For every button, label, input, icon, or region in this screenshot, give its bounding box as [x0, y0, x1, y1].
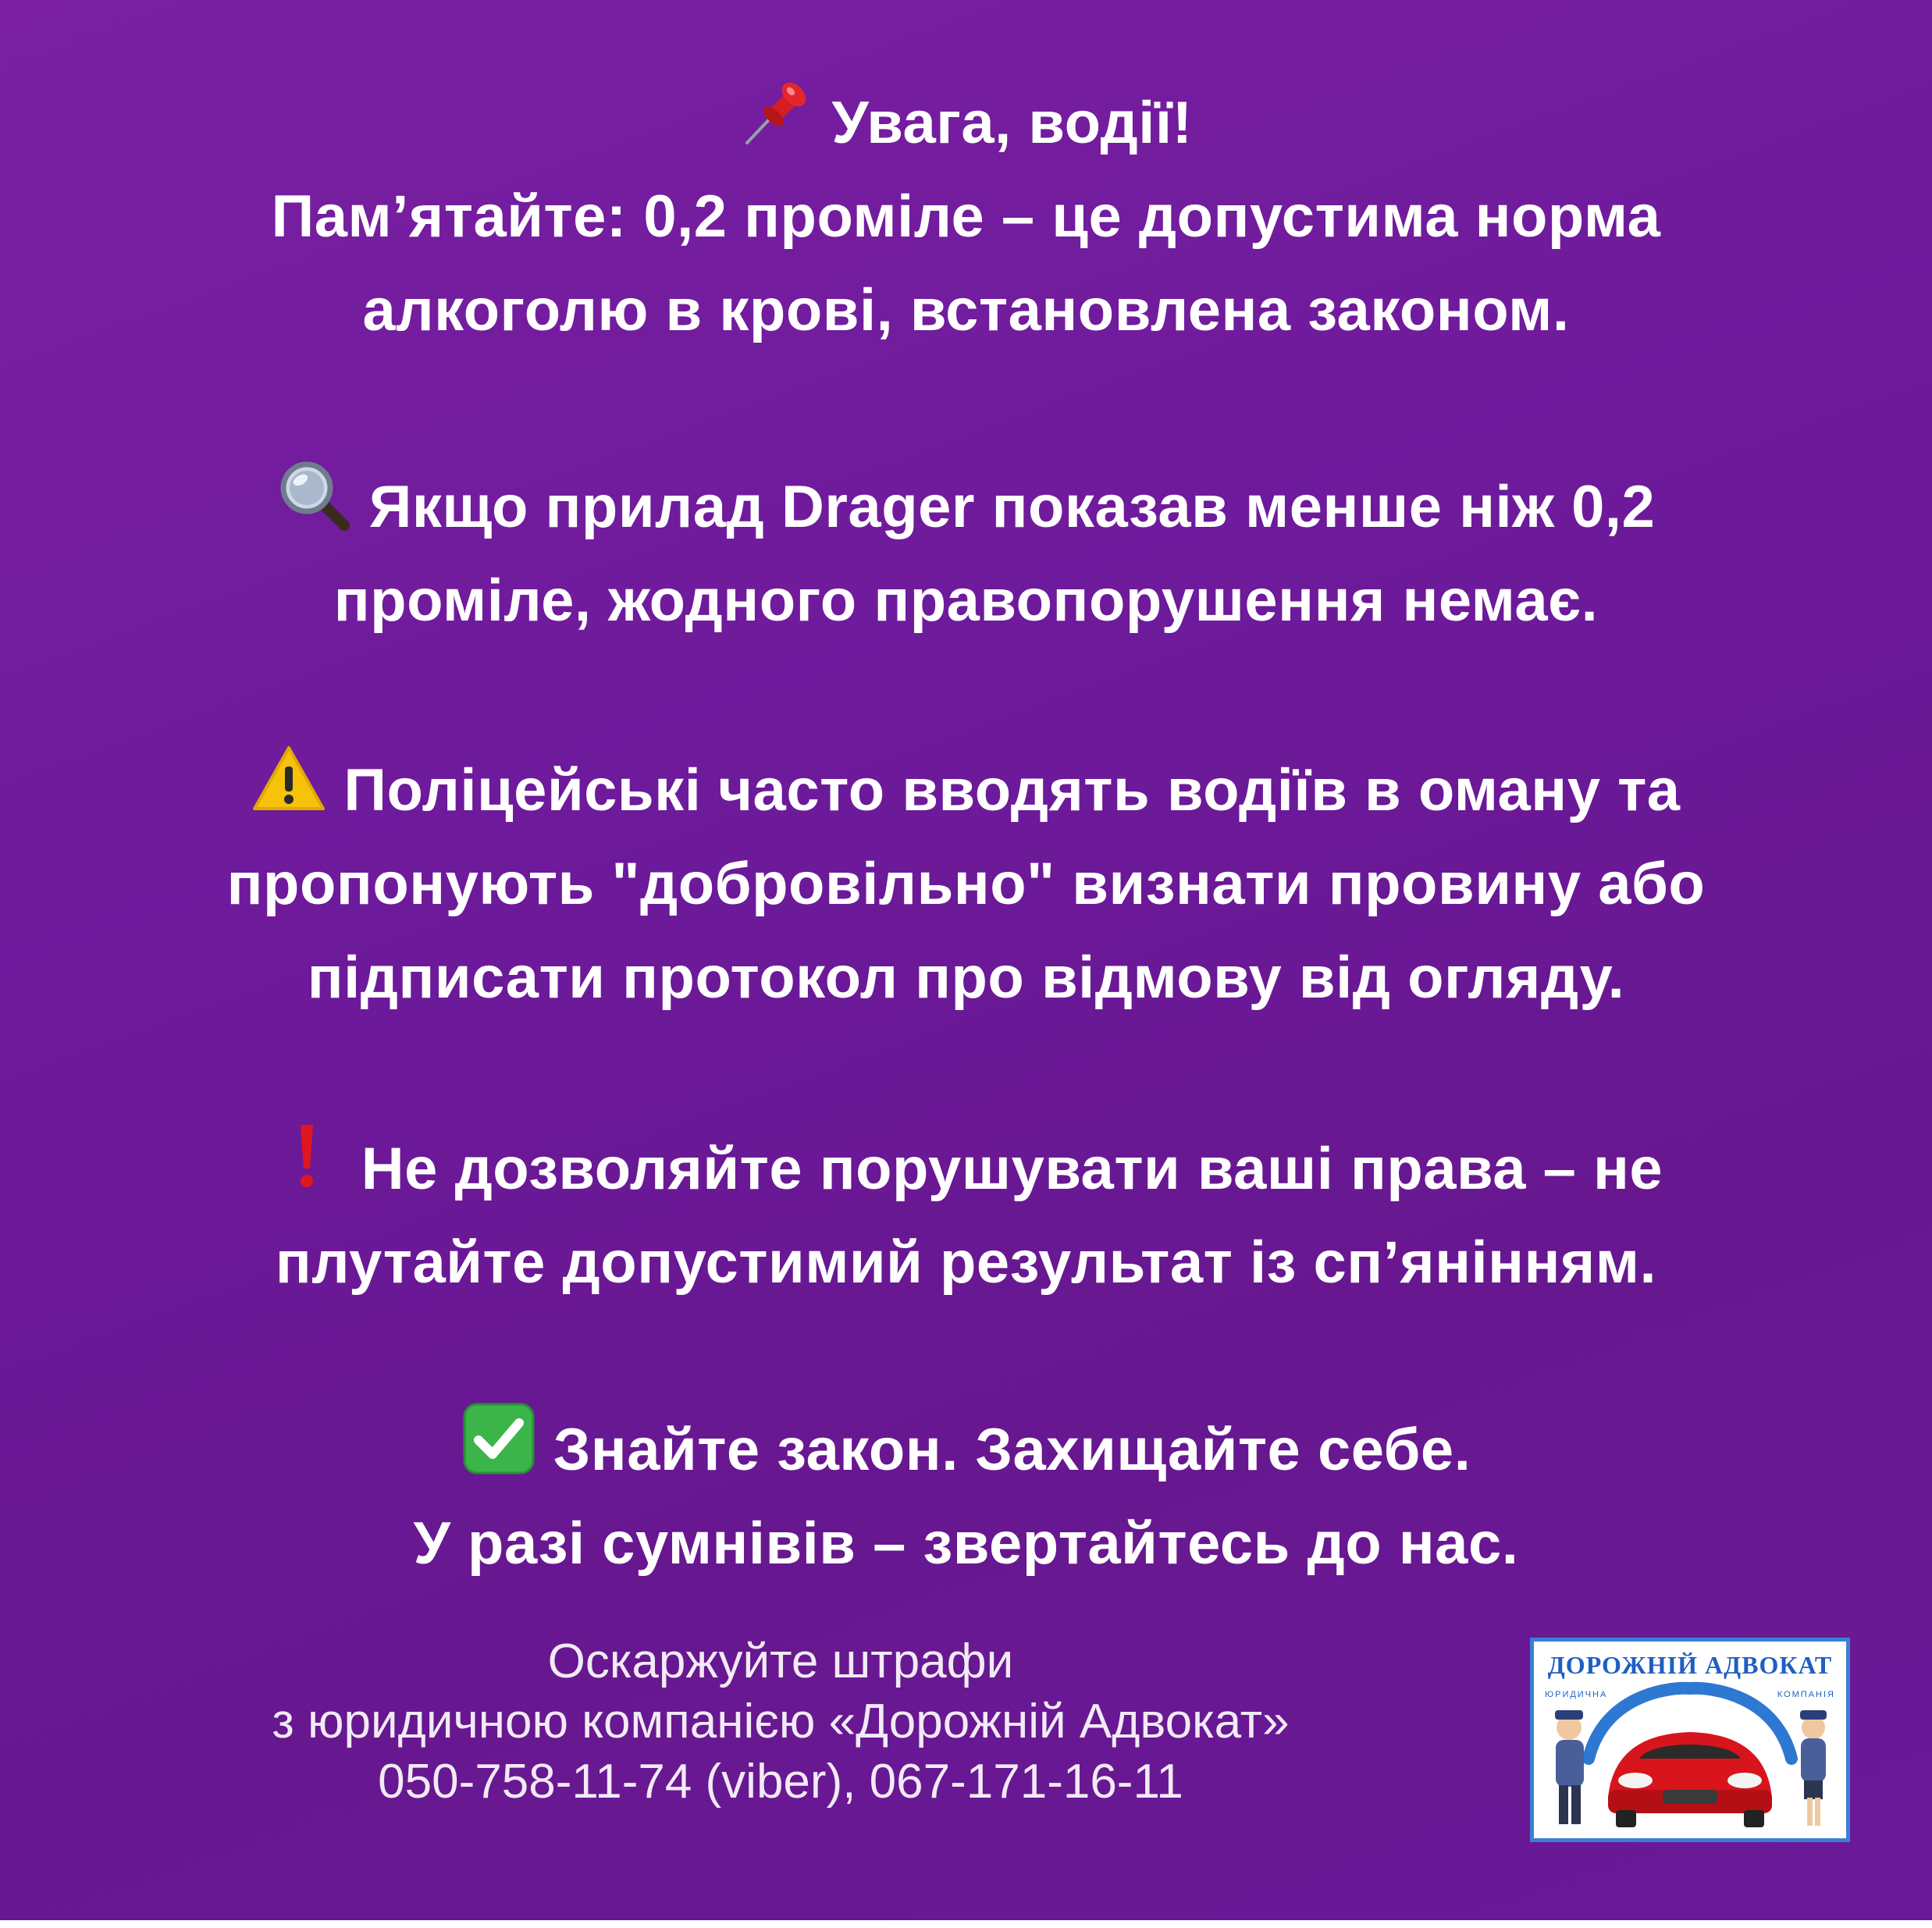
notice-text: Поліцейські часто вводять водіїв в оману та: [343, 757, 1681, 823]
notice-line: плутайте допустимий результат із сп’янінням.: [275, 1229, 1657, 1296]
notice-line-with-icon: [0, 1120, 1932, 1216]
notice-section-drager: [0, 458, 1932, 648]
exclamation-icon: [269, 1120, 344, 1195]
company-logo: [1530, 1638, 1850, 1842]
bottom-border: [0, 1920, 1932, 1928]
notice-line: У разі сумнівів – звертайтесь до нас.: [413, 1510, 1519, 1577]
logo-illustration: [1534, 1642, 1846, 1838]
notice-line: Пам’ятайте: 0,2 проміле – це допустима норма: [271, 183, 1661, 250]
magnifying-glass-icon: [277, 458, 352, 533]
footer-line: з юридичною компанією «Дорожній Адвокат»: [272, 1695, 1290, 1748]
notice-text: Знайте закон. Захищайте себе.: [553, 1417, 1471, 1483]
heading-text: Увага, водії!: [831, 90, 1193, 156]
logo-title: ДОРОЖНІЙ АДВОКАТ: [1547, 1651, 1833, 1679]
notice-section-know-law: [0, 1401, 1932, 1591]
notice-line-with-icon: [0, 742, 1932, 838]
pushpin-icon: [739, 74, 814, 149]
notice-section-rights: [0, 1120, 1932, 1310]
notice-line: пропонують "добровільно" визнати провину або: [226, 851, 1706, 917]
notice-line-with-icon: [0, 1401, 1932, 1497]
notice-text: Якщо прилад Drager показав менше ніж 0,2: [368, 474, 1656, 540]
check-mark-icon: [461, 1401, 536, 1476]
notice-line: алкоголю в крові, встановлена законом.: [362, 277, 1570, 343]
notice-line-with-icon: [0, 458, 1932, 554]
notice-text: Не дозволяйте порушувати ваші права – не: [361, 1136, 1663, 1202]
footer-line: Оскаржуйте штрафи: [547, 1635, 1014, 1688]
notice-line: проміле, жодного правопорушення немає.: [333, 567, 1599, 634]
notice-line: підписати протокол про відмову від огляду.: [307, 944, 1625, 1011]
logo-subtitle-right: КОМПАНІЯ: [1777, 1690, 1835, 1699]
notice-section-attention: [0, 74, 1932, 357]
footer-phones: 050-758-11-74 (viber), 067-171-16-11: [378, 1755, 1183, 1809]
logo-subtitle-left: ЮРИДИЧНА: [1545, 1690, 1608, 1699]
contact-footer: [125, 1631, 1436, 1812]
warning-icon: [251, 742, 326, 816]
notice-section-police: [0, 742, 1932, 1025]
notice-heading: [0, 74, 1932, 170]
